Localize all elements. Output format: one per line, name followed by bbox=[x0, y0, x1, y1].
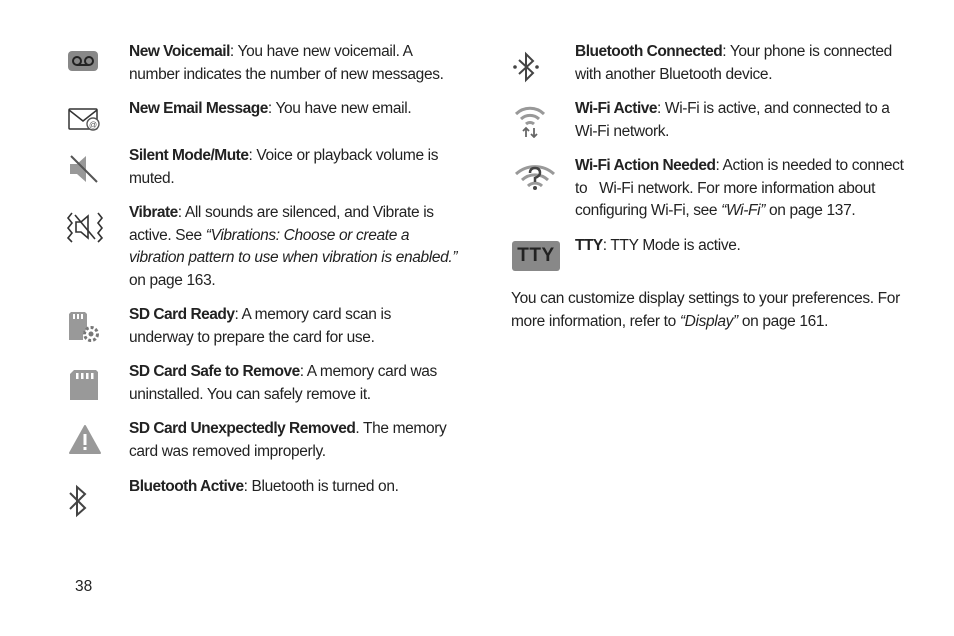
voicemail-icon bbox=[67, 50, 99, 72]
wifi-action-icon bbox=[513, 162, 557, 196]
customize-paragraph bbox=[511, 288, 907, 333]
item-description: : Your phone is connected with another Bluetooth device. bbox=[575, 43, 892, 83]
item-description: : You have new voicemail. A number indicates the number of new messages. bbox=[129, 43, 444, 83]
item-description: : Bluetooth is turned on. bbox=[243, 478, 399, 495]
sd-card-safe-icon bbox=[68, 368, 100, 402]
item-title: Wi-Fi Active bbox=[575, 100, 657, 117]
item-title: Silent Mode/Mute bbox=[129, 147, 249, 164]
bluetooth-icon bbox=[68, 484, 88, 518]
email-icon bbox=[68, 107, 102, 131]
vibrate-icon bbox=[66, 209, 104, 245]
paragraph-text: You can customize display settings to your preferences. For more information, refer to bbox=[511, 290, 900, 330]
item-title: TTY bbox=[575, 237, 603, 254]
item-title: Wi-Fi Action Needed bbox=[575, 157, 716, 174]
item-description: : You have new email. bbox=[267, 100, 412, 117]
sd-card-ready-icon bbox=[67, 310, 101, 344]
item-description: : A memory card was uninstalled. You can safely remove it. bbox=[129, 363, 437, 403]
tty-icon-label: TTY bbox=[517, 245, 555, 266]
bluetooth-connected-icon bbox=[512, 51, 540, 83]
item-title: SD Card Unexpectedly Removed bbox=[129, 420, 356, 437]
item-title: SD Card Safe to Remove bbox=[129, 363, 300, 380]
item-title: New Voicemail bbox=[129, 43, 230, 60]
item-description: : Wi-Fi is active, and connected to a Wi-Fi network. bbox=[575, 100, 890, 140]
item-page-ref: on page 163. bbox=[129, 271, 216, 289]
item-description: : Voice or playback volume is muted. bbox=[129, 147, 439, 187]
cross-reference-link: “Wi-Fi” bbox=[721, 202, 766, 219]
page-number: 38 bbox=[75, 578, 93, 595]
tty-icon bbox=[512, 241, 560, 271]
item-title: Vibrate bbox=[129, 204, 178, 221]
wifi-active-icon bbox=[513, 104, 547, 138]
item-description: . The memory card was removed improperly. bbox=[129, 420, 447, 460]
item-title: SD Card Ready bbox=[129, 306, 235, 323]
item-description: : TTY Mode is active. bbox=[602, 237, 741, 254]
display-link: “Display” bbox=[679, 312, 738, 330]
item-title: New Email Message bbox=[129, 100, 268, 117]
svg-text:@: @ bbox=[88, 120, 98, 130]
warning-icon bbox=[68, 424, 102, 456]
cross-reference-link: “Vibrations: Choose or create a vibration pattern to use when vibration is enabled.” bbox=[129, 226, 458, 266]
mute-icon bbox=[68, 153, 100, 185]
item-description: : All sounds are silenced, and Vibrate is active. See bbox=[129, 204, 434, 244]
item-description: : Action is needed to connect to Wi-Fi network. For more information about configuring Wi-Fi, see bbox=[575, 157, 908, 219]
item-page-ref: on page 137. bbox=[765, 202, 856, 219]
item-description: : A memory card scan is underway to prepare the card for use. bbox=[129, 306, 391, 346]
item-title: Bluetooth Active bbox=[129, 478, 244, 495]
paragraph-page-ref: on page 161. bbox=[737, 312, 829, 330]
item-title: Bluetooth Connected bbox=[575, 43, 723, 60]
